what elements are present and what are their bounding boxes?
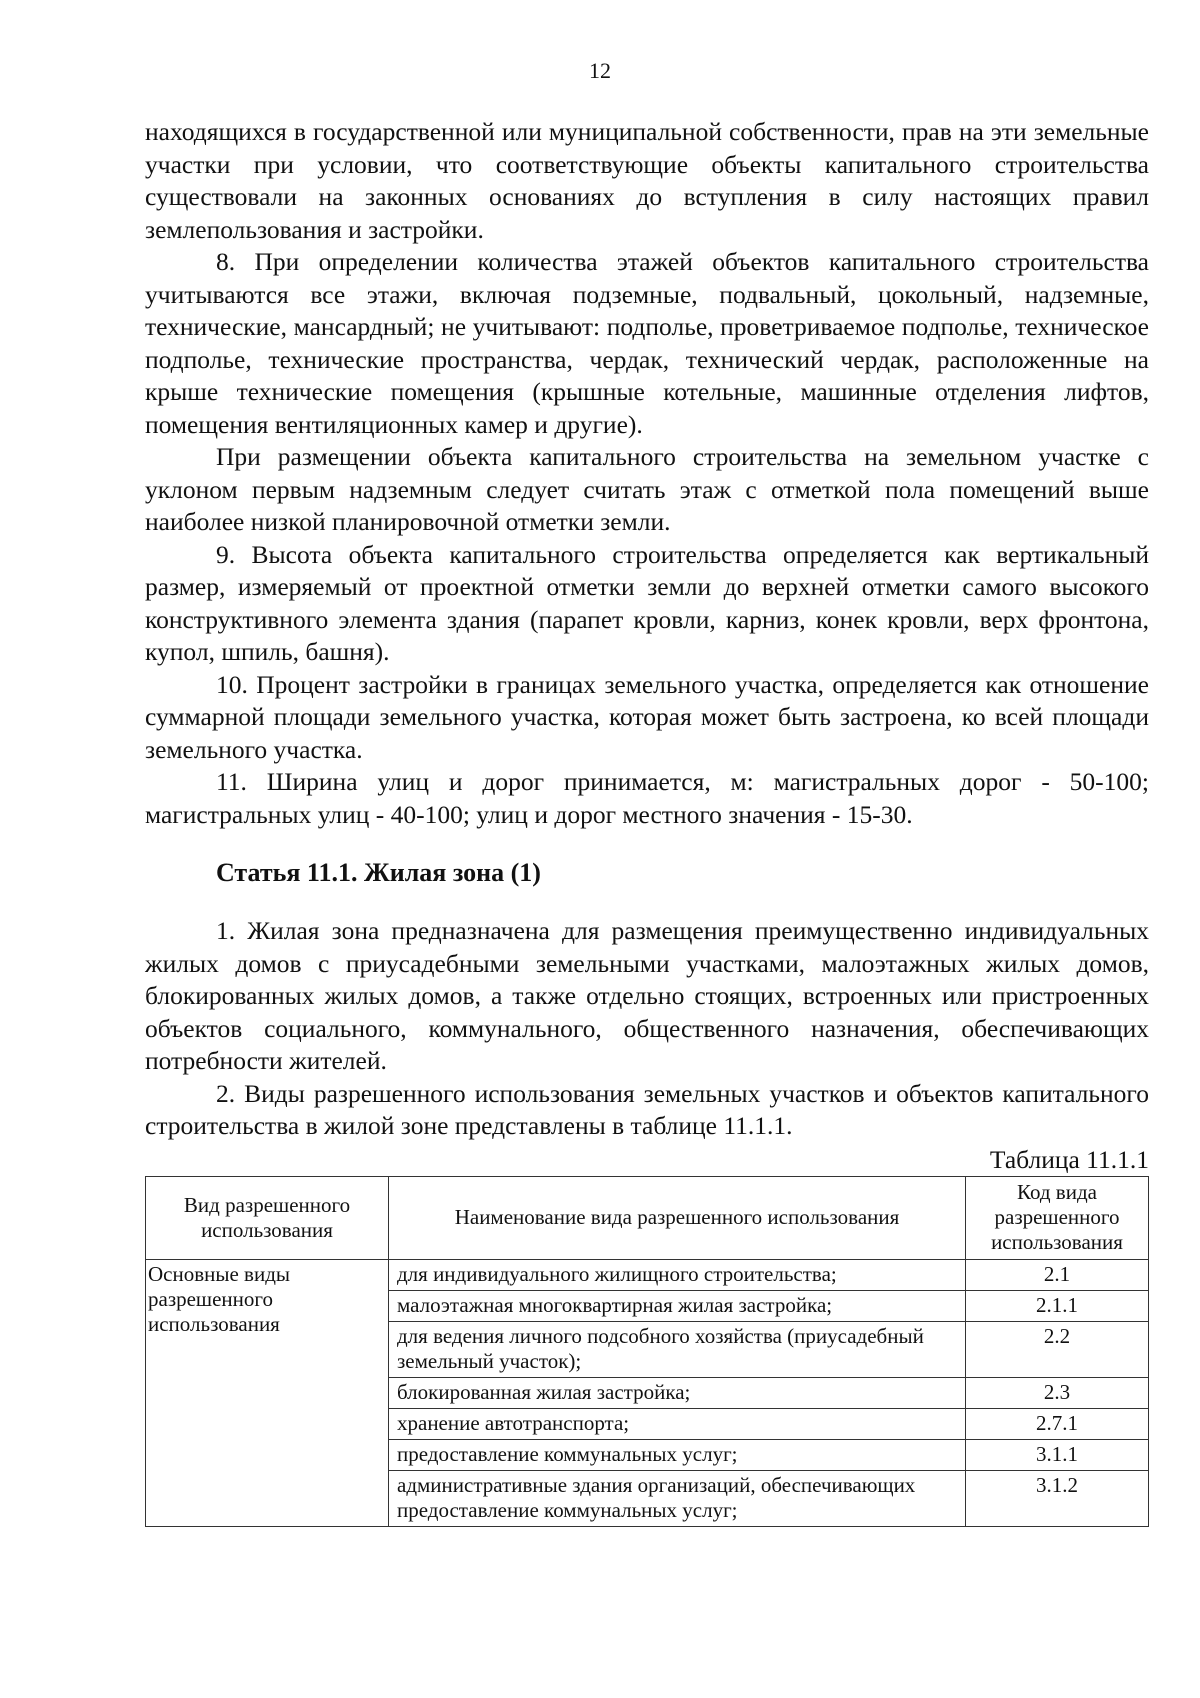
use-code: 3.1.1 [966, 1439, 1149, 1470]
paragraph: 1. Жилая зона предназначена для размещения преимущественно индивидуальных жилых домов с приусадебными земельными участками, малоэтажных жилых домов, блокированных жилых домов, а также отдельно стоящих, встроенных или пристроенных объектов социального, коммунального, общественного назначения, обеспечивающих потребности жителей. [145, 916, 1149, 1075]
use-code: 2.2 [966, 1321, 1149, 1377]
use-name: для ведения личного подсобного хозяйства (приусадебный земельный участок); [389, 1321, 966, 1377]
page-number: 12 [589, 58, 611, 83]
document-body [145, 116, 1149, 1527]
permitted-use-table [145, 1176, 1149, 1527]
table-row [146, 1259, 1149, 1290]
use-code: 2.1 [966, 1259, 1149, 1290]
use-name: малоэтажная многоквартирная жилая застройка; [389, 1290, 966, 1321]
use-code: 2.3 [966, 1377, 1149, 1408]
header-use-type: Вид разрешенного использования [146, 1176, 389, 1259]
use-name: административные здания организаций, обеспечивающих предоставление коммунальных услуг; [389, 1470, 966, 1526]
use-code: 2.1.1 [966, 1290, 1149, 1321]
paragraph: 11. Ширина улиц и дорог принимается, м: магистральных дорог - 50-100; магистральных улиц - 40-100; улиц и дорог местного значения - 15-30. [145, 767, 1149, 829]
paragraph: находящихся в государственной или муниципальной собственности, прав на эти земельные участки при условии, что соответствующие объекты капитального строительства существовали на законных основаниях до вступления в силу настоящих правил землепользования и застройки. [145, 117, 1149, 244]
header-use-code: Код вида разрешенного использования [966, 1176, 1149, 1259]
paragraph: 2. Виды разрешенного использования земельных участков и объектов капитального строительства в жилой зоне представлены в таблице 11.1.1. [145, 1078, 1149, 1140]
use-name: предоставление коммунальных услуг; [389, 1439, 966, 1470]
paragraph: 9. Высота объекта капитального строительства определяется как вертикальный размер, измеряемый от проектной отметки земли до верхней отметки самого высокого конструктивного элемента здания (парапет кровли, карниз, конек кровли, верх фронтона, купол, шпиль, башня). [145, 539, 1149, 666]
use-code: 2.7.1 [966, 1408, 1149, 1439]
use-name: хранение автотранспорта; [389, 1408, 966, 1439]
table-header-row [146, 1176, 1149, 1259]
paragraph: 8. При определении количества этажей объектов капитального строительства учитываются все этажи, включая подземные, подвальный, цокольный, надземные, технические, мансардный; не учитывают: подполье, проветриваемое подполье, техническое подполье, технические пространства, чердак, технический чердак, расположенные на крыше технические помещения (крышные котельные, машинные отделения лифтов, помещения вентиляционных камер и другие). [145, 247, 1149, 439]
use-name: блокированная жилая застройка; [389, 1377, 966, 1408]
group-label: Основные виды разрешенного использования [146, 1259, 389, 1526]
article-heading: Статья 11.1. Жилая зона (1) [216, 858, 541, 887]
use-name: для индивидуального жилищного строительства; [389, 1259, 966, 1290]
use-code: 3.1.2 [966, 1470, 1149, 1526]
header-use-name: Наименование вида разрешенного использования [389, 1176, 966, 1259]
paragraph: 10. Процент застройки в границах земельного участка, определяется как отношение суммарной площади земельного участка, которая может быть застроена, ко всей площади земельного участка. [145, 669, 1149, 764]
table-caption: Таблица 11.1.1 [989, 1144, 1149, 1174]
paragraph: При размещении объекта капитального строительства на земельном участке с уклоном первым надземным следует считать этаж с отметкой пола помещений выше наиболее низкой планировочной отметки земли. [145, 442, 1149, 536]
